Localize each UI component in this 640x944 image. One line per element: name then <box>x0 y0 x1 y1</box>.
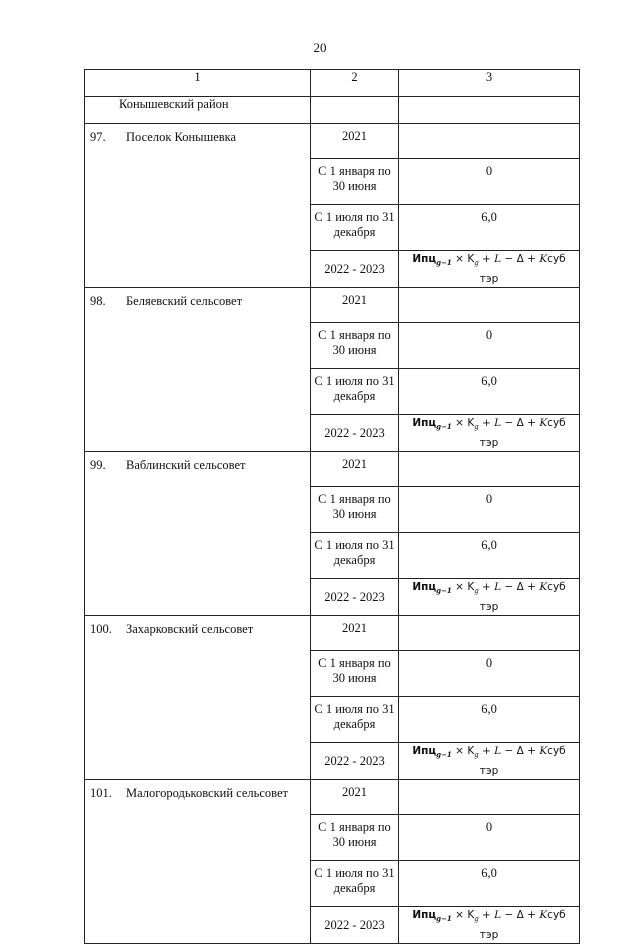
header-col-3: 3 <box>399 70 580 97</box>
entry-year-value-empty <box>399 124 580 159</box>
entry-name: Малогородьковский сельсовет <box>126 786 288 801</box>
formula-times: × <box>455 909 464 922</box>
formula-delta: Δ <box>516 417 524 430</box>
entry-year-row <box>85 124 580 159</box>
entry-period2: С 1 июля по 31 декабря <box>311 205 399 251</box>
formula-k: K <box>467 909 475 922</box>
formula-base-sub: g−1 <box>436 914 452 924</box>
formula-plus: + <box>527 909 536 922</box>
formula-plus: + <box>527 581 536 594</box>
index-formula <box>412 581 565 613</box>
formula-k2-sub: тэр <box>479 273 499 286</box>
entry-period2: С 1 июля по 31 декабря <box>311 861 399 907</box>
district-name: Конышевский район <box>85 97 311 124</box>
formula-delta: Δ <box>516 581 524 594</box>
entry-name: Захарковский сельсовет <box>126 622 254 637</box>
entry-year: 2021 <box>311 616 399 651</box>
formula-base: Ипц <box>412 745 437 758</box>
entry-place-cell <box>85 780 311 944</box>
formula-delta: Δ <box>516 909 524 922</box>
formula-base: Ипц <box>412 253 437 265</box>
formula-k2-sup: суб <box>547 253 566 265</box>
entry-number: 100. <box>90 622 112 637</box>
formula-times: × <box>455 581 464 594</box>
entry-year-row <box>85 780 580 815</box>
formula-k2-sub: тэр <box>479 765 499 778</box>
entry-year: 2021 <box>311 452 399 487</box>
formula-k2-sub: тэр <box>479 601 499 614</box>
entry-value1: 0 <box>399 651 580 697</box>
entry-number: 101. <box>90 786 112 801</box>
tariff-table <box>84 69 580 944</box>
header-row <box>85 70 580 97</box>
formula-plus-l: + L − <box>482 581 514 594</box>
header-col-1: 1 <box>85 70 311 97</box>
formula-k2-sup: суб <box>547 909 566 922</box>
entry-value1: 0 <box>399 815 580 861</box>
entry-year: 2021 <box>311 124 399 159</box>
index-formula <box>412 417 565 449</box>
entry-period3: 2022 - 2023 <box>311 415 399 452</box>
entry-value2: 6,0 <box>399 861 580 907</box>
entry-period2: С 1 июля по 31 декабря <box>311 697 399 743</box>
entry-period1: С 1 января по 30 июня <box>311 159 399 205</box>
formula-k2-sub: тэр <box>479 437 499 450</box>
formula-base-sub: g−1 <box>436 422 452 432</box>
formula-k: K <box>467 417 475 430</box>
entry-year-value-empty <box>399 288 580 323</box>
entry-year-row <box>85 452 580 487</box>
entry-value2: 6,0 <box>399 697 580 743</box>
formula-base: Ипц <box>412 909 437 922</box>
entry-value2: 6,0 <box>399 533 580 579</box>
entry-formula-cell <box>399 415 580 452</box>
formula-k2: K <box>539 253 548 265</box>
entry-value2: 6,0 <box>399 369 580 415</box>
entry-number: 98. <box>90 294 106 309</box>
formula-k: K <box>467 745 475 758</box>
entry-place-cell <box>85 288 311 452</box>
entry-formula-cell <box>399 743 580 780</box>
formula-base-sub: g−1 <box>436 258 452 268</box>
district-empty-col-3 <box>399 97 580 124</box>
formula-k: K <box>467 581 475 594</box>
district-empty-col-2 <box>311 97 399 124</box>
entry-year-row <box>85 288 580 323</box>
formula-base-sub: g−1 <box>436 750 452 760</box>
formula-k2: K <box>539 417 548 430</box>
entry-year: 2021 <box>311 780 399 815</box>
entry-period2: С 1 июля по 31 декабря <box>311 369 399 415</box>
formula-plus: + <box>527 253 536 265</box>
entry-formula-cell <box>399 907 580 944</box>
entry-period3: 2022 - 2023 <box>311 907 399 944</box>
district-row <box>85 97 580 124</box>
entry-name: Беляевский сельсовет <box>126 294 243 309</box>
entry-place-cell <box>85 124 311 288</box>
formula-k2: K <box>539 745 548 758</box>
formula-k-sub: g <box>474 259 479 268</box>
entry-number: 97. <box>90 130 106 144</box>
entry-number: 99. <box>90 458 106 473</box>
entry-year-value-empty <box>399 616 580 651</box>
entry-value2: 6,0 <box>399 205 580 251</box>
formula-base: Ипц <box>412 581 437 594</box>
index-formula <box>412 909 565 941</box>
formula-delta: Δ <box>516 745 524 758</box>
formula-plus-l: + L − <box>482 253 514 265</box>
entry-period1: С 1 января по 30 июня <box>311 651 399 697</box>
formula-k2-sup: суб <box>547 417 566 430</box>
formula-base: Ипц <box>412 417 437 430</box>
entry-value1: 0 <box>399 159 580 205</box>
header-col-2: 2 <box>311 70 399 97</box>
entry-name: Поселок Конышевка <box>126 130 237 144</box>
formula-times: × <box>455 745 464 758</box>
entry-formula-cell <box>399 579 580 616</box>
entry-name: Ваблинский сельсовет <box>126 458 246 473</box>
formula-k-sub: g <box>474 423 479 432</box>
page-number: 20 <box>313 40 327 55</box>
formula-k-sub: g <box>474 587 479 596</box>
formula-plus-l: + L − <box>482 417 514 430</box>
entry-period3: 2022 - 2023 <box>311 743 399 780</box>
entry-formula-cell <box>399 251 580 288</box>
entry-period3: 2022 - 2023 <box>311 579 399 616</box>
entry-value1: 0 <box>399 323 580 369</box>
formula-k-sub: g <box>474 751 479 760</box>
entry-year: 2021 <box>311 288 399 323</box>
index-formula <box>412 253 565 285</box>
formula-k2-sup: суб <box>547 745 566 758</box>
index-formula <box>412 745 565 777</box>
formula-k2: K <box>539 909 548 922</box>
entry-period1: С 1 января по 30 июня <box>311 487 399 533</box>
formula-delta: Δ <box>516 253 524 265</box>
entry-place-cell <box>85 452 311 616</box>
formula-times: × <box>455 417 464 430</box>
entry-period1: С 1 января по 30 июня <box>311 815 399 861</box>
entry-place-cell <box>85 616 311 780</box>
formula-plus-l: + L − <box>482 745 514 758</box>
formula-plus: + <box>527 417 536 430</box>
formula-times: × <box>455 253 464 265</box>
entry-year-value-empty <box>399 780 580 815</box>
formula-k-sub: g <box>474 915 479 924</box>
entry-period3: 2022 - 2023 <box>311 251 399 288</box>
formula-plus-l: + L − <box>482 909 514 922</box>
formula-base-sub: g−1 <box>436 586 452 596</box>
formula-plus: + <box>527 745 536 758</box>
entry-period2: С 1 июля по 31 декабря <box>311 533 399 579</box>
formula-k2-sup: суб <box>547 581 566 594</box>
formula-k: K <box>467 253 475 265</box>
entry-value1: 0 <box>399 487 580 533</box>
formula-k2-sub: тэр <box>479 929 499 942</box>
entry-year-value-empty <box>399 452 580 487</box>
entry-period1: С 1 января по 30 июня <box>311 323 399 369</box>
entry-year-row <box>85 616 580 651</box>
formula-k2: K <box>539 581 548 594</box>
